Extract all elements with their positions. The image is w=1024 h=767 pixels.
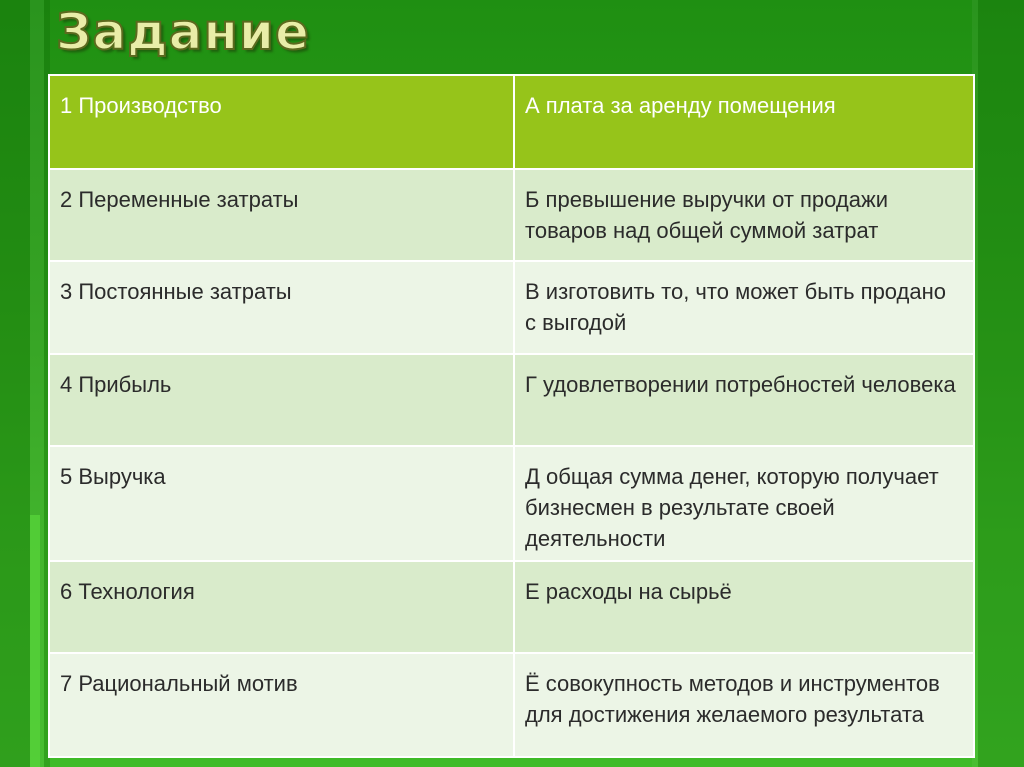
table-row (49, 261, 974, 354)
table-cell-term: 4 Прибыль (49, 354, 514, 446)
table-cell-term: 2 Переменные затраты (49, 169, 514, 261)
table-cell-term: 5 Выручка (49, 446, 514, 561)
slide-title: Задание (56, 3, 310, 61)
table-cell-definition: Ё совокупность методов и инструментов для достижения желаемого результата (514, 653, 974, 757)
table-cell-term: 7 Рациональный мотив (49, 653, 514, 757)
table-cell-term: 6 Технология (49, 561, 514, 653)
table-row (49, 354, 974, 446)
table-row (49, 75, 974, 169)
table-cell-definition: Д общая сумма денег, которую получает бизнесмен в результате своей деятельности (514, 446, 974, 561)
background-stripe (978, 0, 1024, 767)
table-row (49, 653, 974, 757)
table-cell-term: 3 Постоянные затраты (49, 261, 514, 354)
table-cell-term: 1 Производство (49, 75, 514, 169)
table-cell-definition: А плата за аренду помещения (514, 75, 974, 169)
table-row (49, 169, 974, 261)
table-cell-definition: Е расходы на сырьё (514, 561, 974, 653)
table-row (49, 446, 974, 561)
table-cell-definition: Б превышение выручки от продажи товаров над общей суммой затрат (514, 169, 974, 261)
table-cell-definition: Г удовлетворении потребностей человека (514, 354, 974, 446)
table-cell-definition: В изготовить то, что может быть продано с выгодой (514, 261, 974, 354)
background-stripe (0, 0, 30, 767)
table-row (49, 561, 974, 653)
matching-table (48, 74, 975, 758)
decorative-bar (30, 515, 40, 767)
